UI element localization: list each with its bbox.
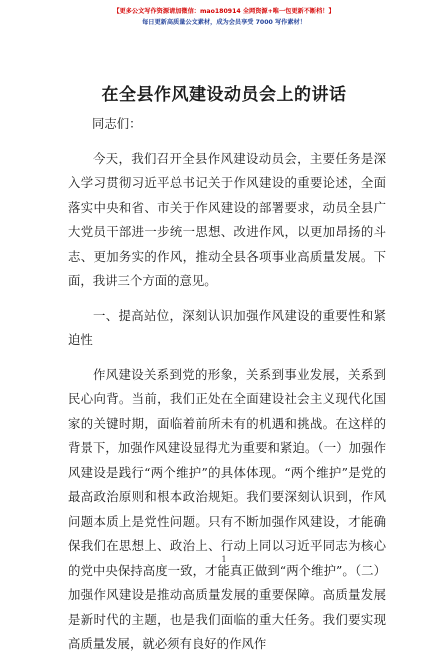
document-body	[68, 112, 386, 657]
document-title: 在全县作风建设动员会上的讲话	[101, 85, 347, 105]
banner-line-2: 每日更新高质量公文素材，成为会员享受 7000 写作素材！	[142, 19, 306, 26]
spacer	[68, 294, 386, 304]
section-heading: 一、提高站位，深刻认识加强作风建设的重要性和紧迫性	[68, 307, 386, 347]
paragraph-body: 作风建设关系到党的形象，关系到事业发展，关系到民心向背。当前，我们正处在全面建设社会主义现代化国家的关键时期，面临着前所未有的机遇和挑战。在这样的背景下，加强作风建设显得尤为重要和紧迫。（一）加强作风建设是践行“两个维护”的具体体现。“两个维护”是党的最高政治原则和根本政治规矩。我们要深刻认识到，作风问题本质上是党性问题。只有不断加强作风建设，才能确保我们在思想上、政治上、行动上同以习近平同志为核心的党中央保持高度一致，才能真正做到“两个维护”。（二）加强作风建设是推动高质量发展的重要保障。高质量发展是新时代的主题，也是我们面临的重大任务。我们要实现高质量发展，就必须有良好的作风作	[68, 366, 386, 651]
page-number: 1	[221, 555, 227, 564]
banner-line-1: 【更多公文写作资源请加微信：mao180914 全网资源+唯一包更新不断档！】	[113, 8, 335, 15]
promo-banner	[0, 6, 448, 28]
spacer	[68, 353, 386, 363]
salutation: 同志们：	[92, 116, 142, 131]
paragraph-intro: 今天，我们召开全县作风建设动员会，主要任务是深入学习贯彻习近平总书记关于作风建设的重要论述，全面落实中央和省、市关于作风建设的部署要求，动员全县广大党员干部进一步统一思想、改进作风，以更加昂扬的斗志、更加务实的作风，推动全县各项事业高质量发展。下面，我讲三个方面的意见。	[68, 150, 386, 288]
spacer	[68, 137, 386, 147]
